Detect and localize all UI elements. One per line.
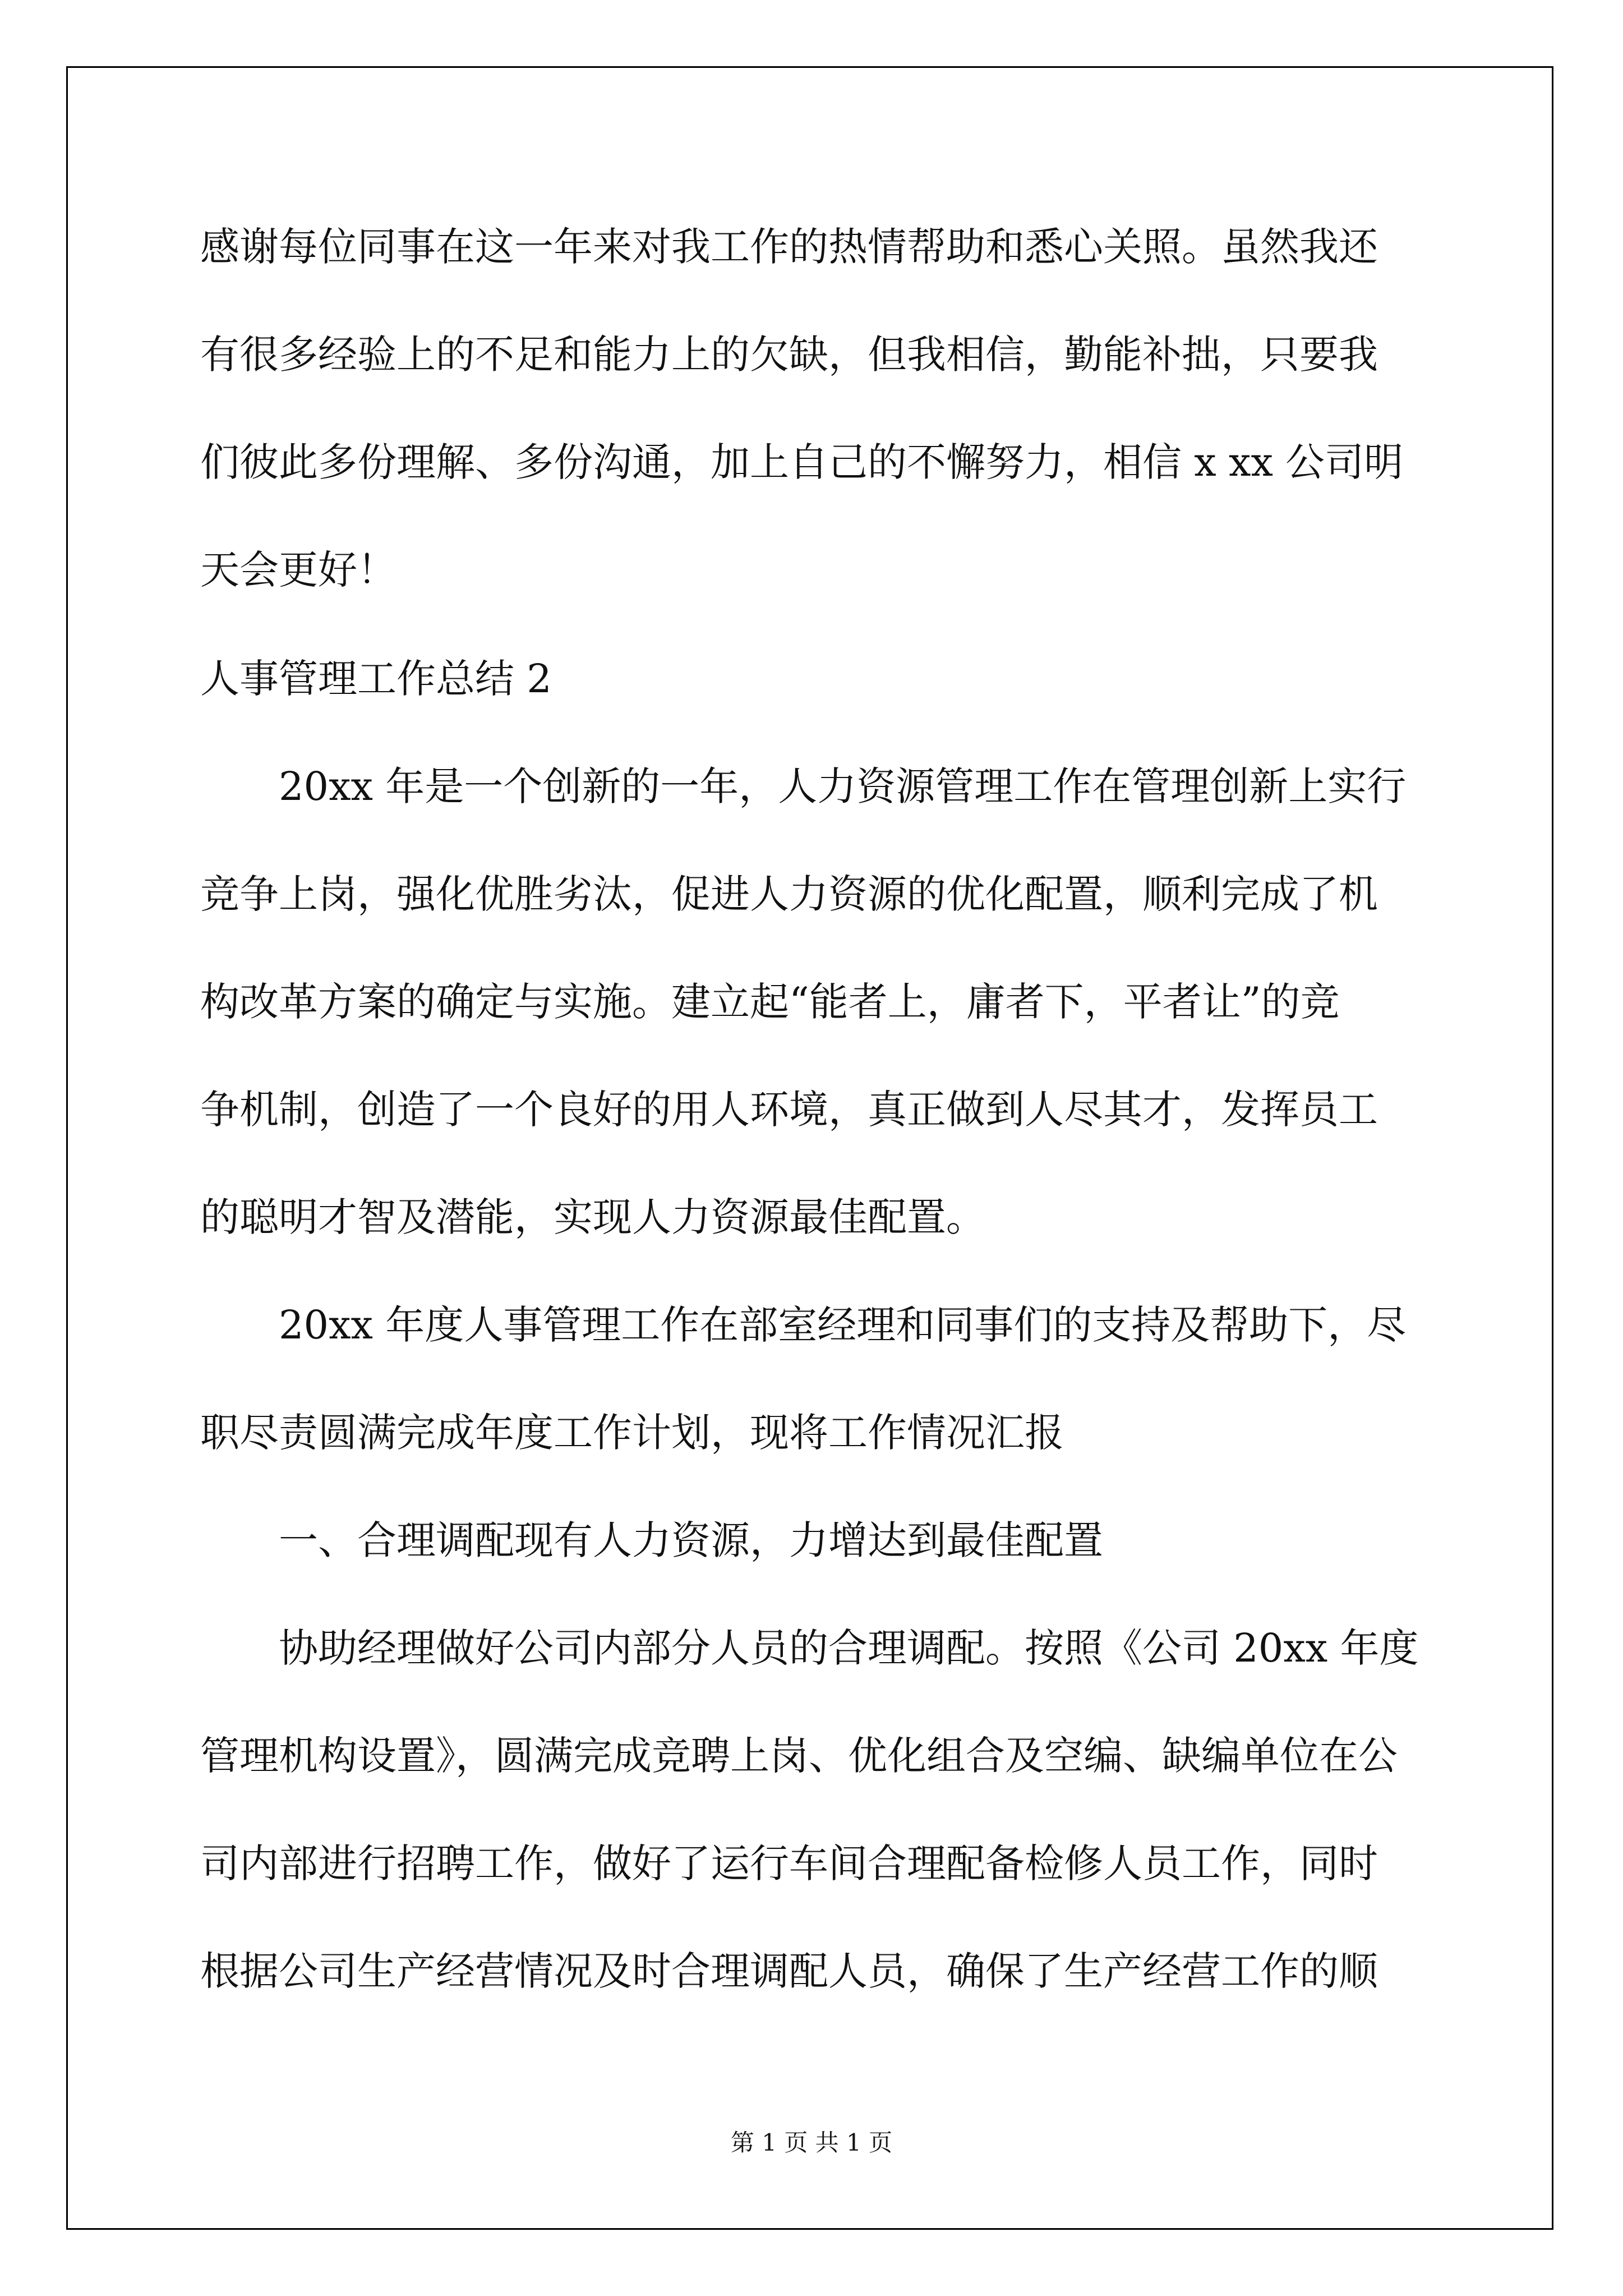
body-line: 构改革方案的确定与实施。建立起“能者上，庸者下，平者让”的竞 <box>200 979 1340 1025</box>
paragraph-start-line: 20xx 年度人事管理工作在部室经理和同事们的支持及帮助下，尽 <box>279 1302 1407 1348</box>
body-line: 们彼此多份理解、多份沟通，加上自己的不懈努力，相信 x xx 公司明 <box>200 439 1404 485</box>
paragraph-start-line: 协助经理做好公司内部分人员的合理调配。按照《公司 20xx 年度 <box>279 1625 1419 1671</box>
page-number-text: 第 1 页 共 1 页 <box>730 2129 893 2156</box>
body-line: 有很多经验上的不足和能力上的欠缺，但我相信，勤能补拙，只要我 <box>200 332 1378 378</box>
body-line: 竞争上岗，强化优胜劣汰，促进人力资源的优化配置，顺利完成了机 <box>200 871 1378 917</box>
page-border <box>66 66 1553 2230</box>
body-line: 职尽责圆满完成年度工作计划，现将工作情况汇报 <box>200 1410 1064 1456</box>
paragraph-start-line: 20xx 年是一个创新的一年，人力资源管理工作在管理创新上实行 <box>279 763 1407 809</box>
body-line: 争机制，创造了一个良好的用人环境，真正做到人尽其才，发挥员工 <box>200 1087 1378 1133</box>
section-heading: 人事管理工作总结 2 <box>200 656 552 702</box>
body-line: 管理机构设置》，圆满完成竞聘上岗、优化组合及空编、缺编单位在公 <box>200 1733 1398 1779</box>
body-line: 感谢每位同事在这一年来对我工作的热情帮助和悉心关照。虽然我还 <box>200 224 1378 270</box>
body-line: 根据公司生产经营情况及时合理调配人员，确保了生产经营工作的顺 <box>200 1948 1378 1994</box>
body-line: 司内部进行招聘工作，做好了运行车间合理配备检修人员工作，同时 <box>200 1841 1378 1887</box>
subheading-line: 一、合理调配现有人力资源，力增达到最佳配置 <box>279 1517 1103 1563</box>
body-line: 天会更好！ <box>200 547 396 593</box>
page-footer <box>0 2126 1623 2160</box>
body-line: 的聪明才智及潜能，实现人力资源最佳配置。 <box>200 1194 985 1240</box>
